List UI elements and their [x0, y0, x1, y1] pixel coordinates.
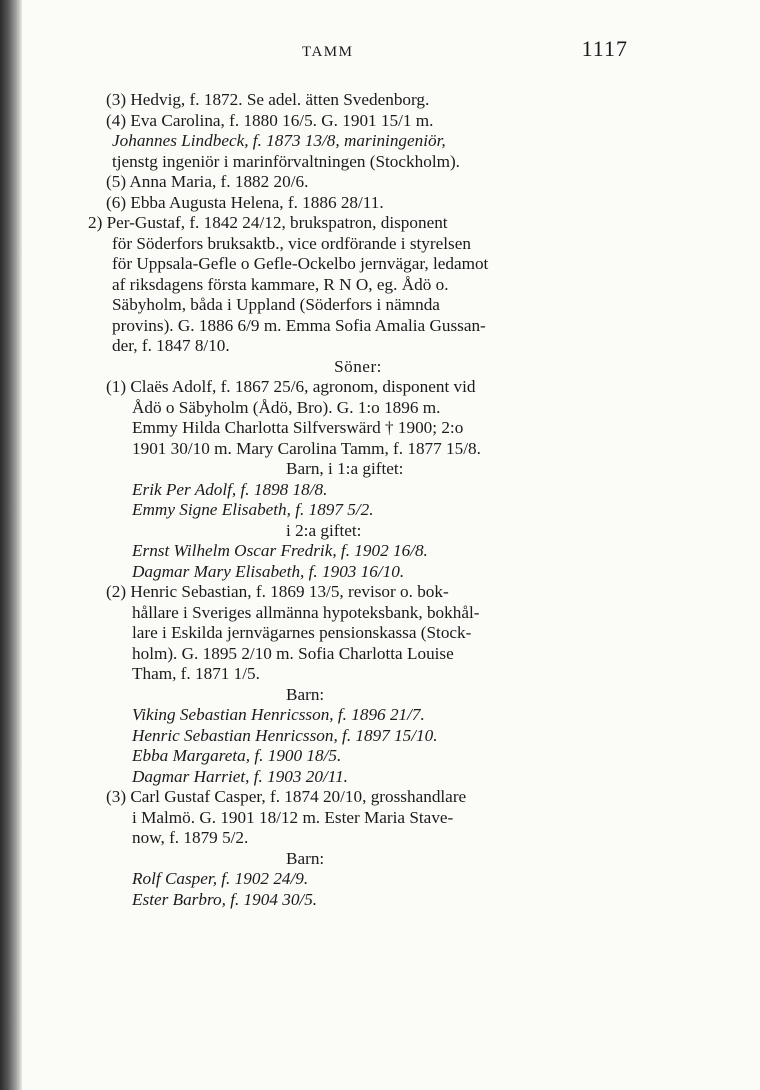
text-line: Johannes Lindbeck, f. 1873 13/8, mariningeniör,	[112, 131, 446, 150]
text-line: (3) Carl Gustaf Casper, f. 1874 20/10, grosshandlare	[106, 787, 467, 806]
text-line: (6) Ebba Augusta Helena, f. 1886 28/11.	[106, 192, 384, 212]
book-binding-edge	[0, 0, 22, 1090]
text-line: Rolf Casper, f. 1902 24/9.	[132, 869, 309, 888]
page-number: 1117	[581, 36, 628, 61]
text-line: Ester Barbro, f. 1904 30/5.	[132, 889, 318, 909]
text-line: för Söderfors bruksaktb., vice ordförande i styrelsen	[112, 233, 471, 253]
text-line: 2) Per-Gustaf, f. 1842 24/12, brukspatron, disponent	[88, 213, 448, 232]
book-page	[88, 36, 628, 910]
text-line: Dagmar Mary Elisabeth, f. 1903 16/10.	[132, 561, 405, 581]
text-line: tjenstg ingeniör i marinförvaltningen (Stockholm).	[112, 151, 460, 171]
text-line: Dagmar Harriet, f. 1903 20/11.	[132, 766, 348, 786]
text-line: Ernst Wilhelm Oscar Fredrik, f. 1902 16/8.	[132, 541, 428, 560]
text-line: holm). G. 1895 2/10 m. Sofia Charlotta Louise	[132, 643, 454, 663]
page-header	[88, 36, 628, 72]
text-line: (4) Eva Carolina, f. 1880 16/5. G. 1901 15/1 m.	[106, 110, 434, 130]
text-line: Säbyholm, båda i Uppland (Söderfors i nämnda	[112, 295, 440, 314]
text-line: för Uppsala-Gefle o Gefle-Ockelbo jernvägar, ledamot	[112, 254, 489, 273]
genealogy-entries	[88, 90, 628, 910]
text-line: (1) Claës Adolf, f. 1867 25/6, agronom, disponent vid	[106, 377, 476, 396]
running-title: TAMM	[302, 44, 354, 60]
text-line: af riksdagens första kammare, R N O, eg. Ådö o.	[112, 274, 449, 294]
text-line: Ådö o Säbyholm (Ådö, Bro). G. 1:o 1896 m.	[132, 397, 441, 417]
text-line: Ebba Margareta, f. 1900 18/5.	[132, 746, 342, 765]
section-heading: Söner:	[334, 356, 382, 376]
text-line: lare i Eskilda jernvägarnes pensionskassa (Stock-	[132, 623, 472, 642]
text-line: Tham, f. 1871 1/5.	[132, 664, 260, 683]
section-heading: Barn, i 1:a giftet:	[286, 459, 404, 478]
text-line: now, f. 1879 5/2.	[132, 828, 249, 847]
text-line: 1901 30/10 m. Mary Carolina Tamm, f. 1877 15/8.	[132, 438, 481, 458]
text-line: Emmy Hilda Charlotta Silfverswärd † 1900; 2:o	[132, 418, 464, 437]
text-line: Erik Per Adolf, f. 1898 18/8.	[132, 479, 328, 499]
text-line: Emmy Signe Elisabeth, f. 1897 5/2.	[132, 500, 374, 519]
text-line: (3) Hedvig, f. 1872. Se adel. ätten Svedenborg.	[106, 90, 430, 109]
text-line: i Malmö. G. 1901 18/12 m. Ester Maria Stave-	[132, 807, 454, 827]
text-line: (5) Anna Maria, f. 1882 20/6.	[106, 172, 309, 191]
text-line: der, f. 1847 8/10.	[112, 336, 230, 355]
text-line: provins). G. 1886 6/9 m. Emma Sofia Amalia Gussan-	[112, 315, 486, 335]
text-line: (2) Henric Sebastian, f. 1869 13/5, revisor o. bok-	[106, 582, 449, 601]
section-heading: i 2:a giftet:	[286, 520, 362, 540]
text-line: hållare i Sveriges allmänna hypoteksbank, bokhål-	[132, 602, 480, 622]
text-line: Viking Sebastian Henricsson, f. 1896 21/7.	[132, 705, 425, 724]
section-heading: Barn:	[286, 848, 325, 868]
section-heading: Barn:	[286, 684, 325, 704]
text-line: Henric Sebastian Henricsson, f. 1897 15/10.	[132, 725, 438, 745]
